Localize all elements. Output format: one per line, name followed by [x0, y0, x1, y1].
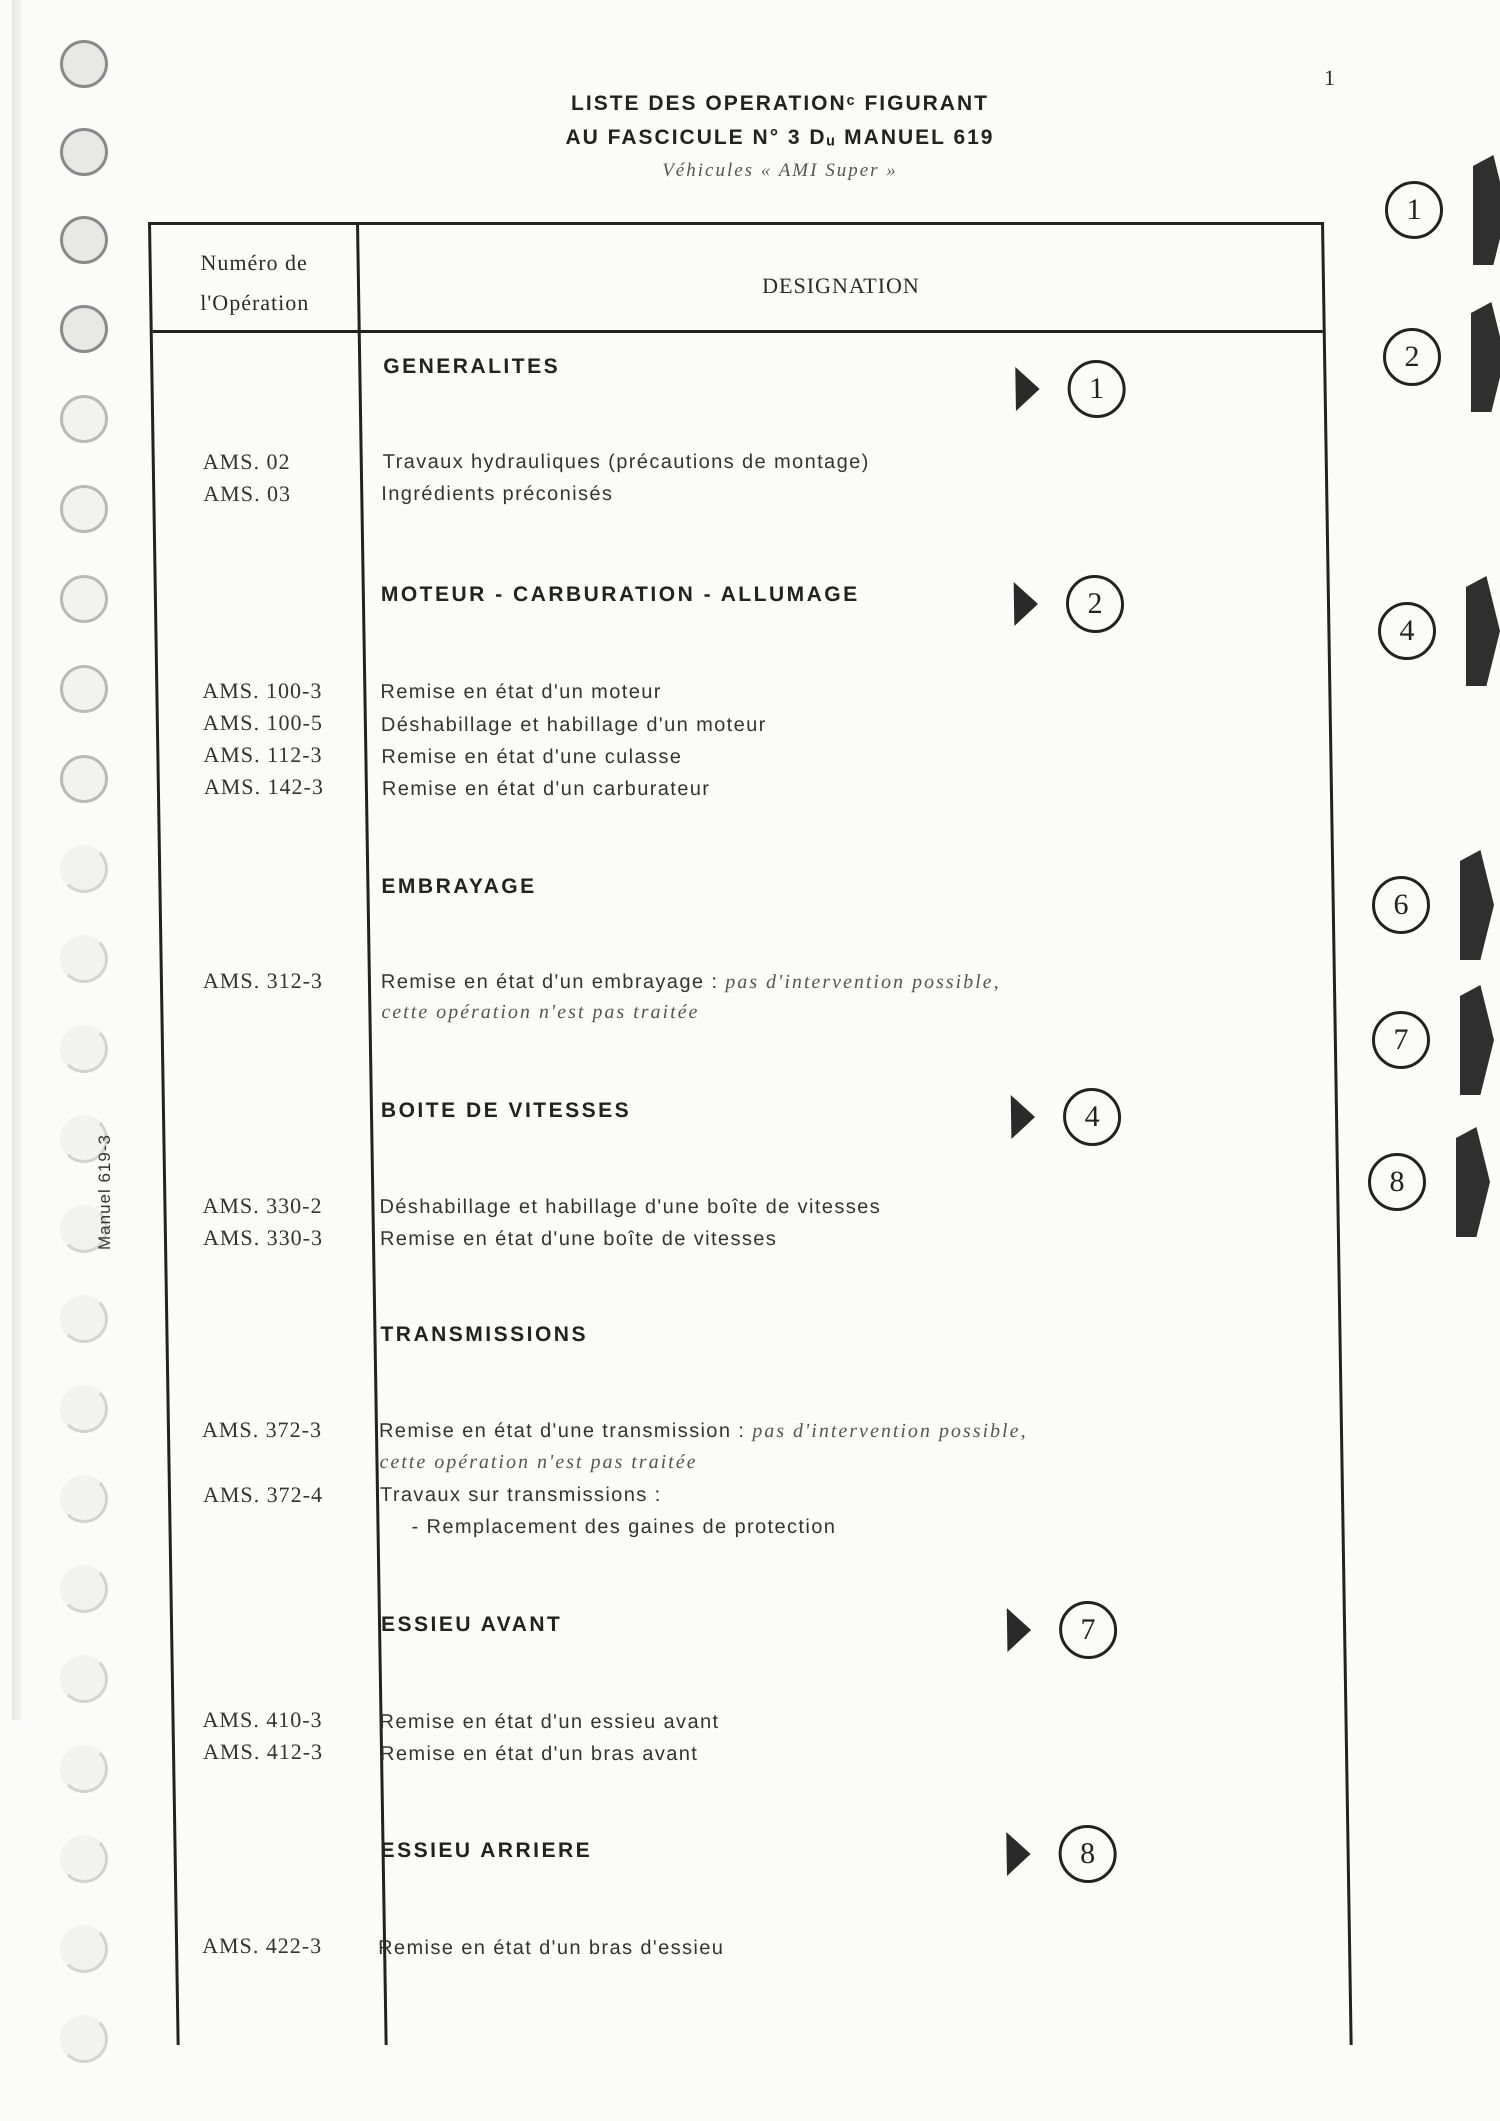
binder-edge [12, 0, 22, 1720]
page-title-line1: LISTE DES OPERATIONᶜ FIGURANT [571, 92, 989, 115]
binder-hole [60, 1565, 108, 1613]
section-title: MOTEUR - CARBURATION - ALLUMAGE [380, 583, 860, 606]
binder-hole [60, 935, 108, 983]
section-marker [1015, 360, 1126, 418]
operation-text-main: Remise en état d'un embrayage : [380, 971, 726, 993]
operation-text: Remise en état d'un bras d'essieu [377, 1937, 725, 1959]
binder-hole [60, 2015, 108, 2063]
circled-number: 4 [1063, 1088, 1122, 1146]
arrow-icon [1015, 367, 1040, 411]
section-title: ESSIEU ARRIERE [380, 1839, 593, 1862]
section-title: TRANSMISSIONS [380, 1323, 589, 1346]
operation-code: AMS. 02 [202, 449, 291, 474]
operation-code: AMS. 112-3 [203, 742, 323, 767]
index-tab-6[interactable] [1372, 850, 1494, 960]
section-title: GENERALITES [383, 355, 561, 378]
circled-number: 1 [1385, 181, 1443, 239]
binder-hole [60, 1835, 108, 1883]
operation-text: Déshabillage et habillage d'une boîte de vitesses [379, 1196, 882, 1218]
operation-text: Remise en état d'une culasse [381, 746, 683, 768]
arrow-icon [1011, 1095, 1036, 1139]
operation-text [379, 1420, 1028, 1443]
header-divider [153, 330, 1323, 333]
section-title: ESSIEU AVANT [380, 1613, 563, 1636]
operation-text: Travaux hydrauliques (précautions de montage) [382, 451, 870, 473]
binder-hole [60, 1925, 108, 1973]
column-header-number: Numéro de l'Opération [200, 250, 310, 315]
binder-hole [60, 40, 108, 88]
binder-hole [60, 665, 108, 713]
binder-hole [60, 395, 108, 443]
operation-text: Remise en état d'un moteur [380, 681, 663, 703]
operation-code: AMS. 100-3 [202, 678, 323, 703]
binder-hole [60, 1385, 108, 1433]
binder-hole [60, 485, 108, 533]
arrow-icon [1006, 1832, 1031, 1876]
circled-number: 2 [1066, 575, 1125, 633]
page-title-line2: AU FASCICULE N° 3 Dᵤ MANUEL 619 [565, 126, 995, 149]
index-tab-7[interactable] [1372, 985, 1494, 1095]
tab-marker [1473, 155, 1500, 265]
operation-text: Travaux sur transmissions : [379, 1484, 662, 1506]
circled-number: 1 [1067, 360, 1126, 418]
binder-hole [60, 1745, 108, 1793]
index-tab-8[interactable] [1368, 1127, 1490, 1237]
operation-subitem: - Remplacement des gaines de protection [411, 1516, 837, 1538]
circled-number: 2 [1383, 328, 1441, 386]
operation-text: Remise en état d'un bras avant [379, 1743, 699, 1765]
binder-hole [60, 845, 108, 893]
operation-code: AMS. 312-3 [202, 968, 324, 993]
operation-code: AMS. 142-3 [203, 774, 325, 799]
operation-text: Ingrédients préconisés [381, 483, 614, 505]
tab-marker [1471, 302, 1500, 412]
manual-side-label: Manuel 619-3 [95, 1134, 114, 1250]
operation-code: AMS. 330-2 [202, 1193, 323, 1218]
column-header-designation: DESIGNATION [761, 273, 921, 298]
operation-text: Remise en état d'un essieu avant [379, 1711, 720, 1733]
circled-number: 6 [1372, 876, 1430, 934]
operation-note: cette opération n'est pas traitée [381, 1001, 700, 1023]
section-marker [1006, 1825, 1117, 1883]
arrow-icon [1014, 582, 1039, 626]
page-number: 1 [1324, 65, 1335, 90]
tab-marker [1456, 1127, 1490, 1237]
tab-marker [1460, 850, 1494, 960]
index-tab-2[interactable] [1383, 302, 1500, 412]
operation-code: AMS. 03 [203, 481, 292, 506]
section-title: EMBRAYAGE [381, 875, 537, 898]
section-title: BOITE DE VITESSES [380, 1099, 632, 1122]
operation-note: pas d'intervention possible, [725, 971, 1001, 993]
tab-marker [1466, 576, 1500, 686]
operation-code: AMS. 422-3 [201, 1933, 323, 1958]
operation-code: AMS. 100-5 [202, 710, 324, 735]
binder-hole [60, 1655, 108, 1703]
binder-hole [60, 1475, 108, 1523]
circled-number: 7 [1059, 1601, 1118, 1659]
binder-hole [60, 1025, 108, 1073]
operation-text: Remise en état d'une boîte de vitesses [379, 1228, 778, 1250]
tab-marker [1460, 985, 1494, 1095]
binder-hole [60, 305, 108, 353]
section-marker [1007, 1601, 1118, 1659]
operation-text-main: Remise en état d'une transmission : [378, 1420, 753, 1442]
operation-text: Déshabillage et habillage d'un moteur [380, 714, 767, 736]
binder-hole [60, 1295, 108, 1343]
operation-code: AMS. 410-3 [202, 1707, 323, 1732]
section-marker [1011, 1088, 1122, 1146]
operation-note: pas d'intervention possible, [752, 1420, 1028, 1442]
circled-number: 4 [1378, 602, 1436, 660]
circled-number: 8 [1058, 1825, 1117, 1883]
binder-hole [60, 128, 108, 176]
index-tab-4[interactable] [1378, 576, 1500, 686]
operation-text-continuation [379, 1451, 697, 1474]
operation-text-continuation [381, 1001, 699, 1024]
section-marker [1014, 575, 1125, 633]
operation-code: AMS. 412-3 [202, 1739, 324, 1764]
binder-hole [60, 575, 108, 623]
index-tab-1[interactable] [1385, 155, 1500, 265]
operation-code: AMS. 372-3 [201, 1417, 323, 1442]
operation-note: cette opération n'est pas traitée [379, 1451, 698, 1473]
operation-text: Remise en état d'un carburateur [381, 778, 711, 800]
operations-table [148, 222, 1353, 2045]
page-subtitle: Véhicules « AMI Super » [662, 160, 898, 181]
operation-code: AMS. 372-4 [202, 1482, 324, 1507]
operation-code: AMS. 330-3 [202, 1225, 324, 1250]
operation-text [381, 971, 1001, 994]
binder-hole [60, 755, 108, 803]
circled-number: 8 [1368, 1153, 1426, 1211]
circled-number: 7 [1372, 1011, 1430, 1069]
arrow-icon [1007, 1608, 1032, 1652]
binder-hole [60, 216, 108, 264]
